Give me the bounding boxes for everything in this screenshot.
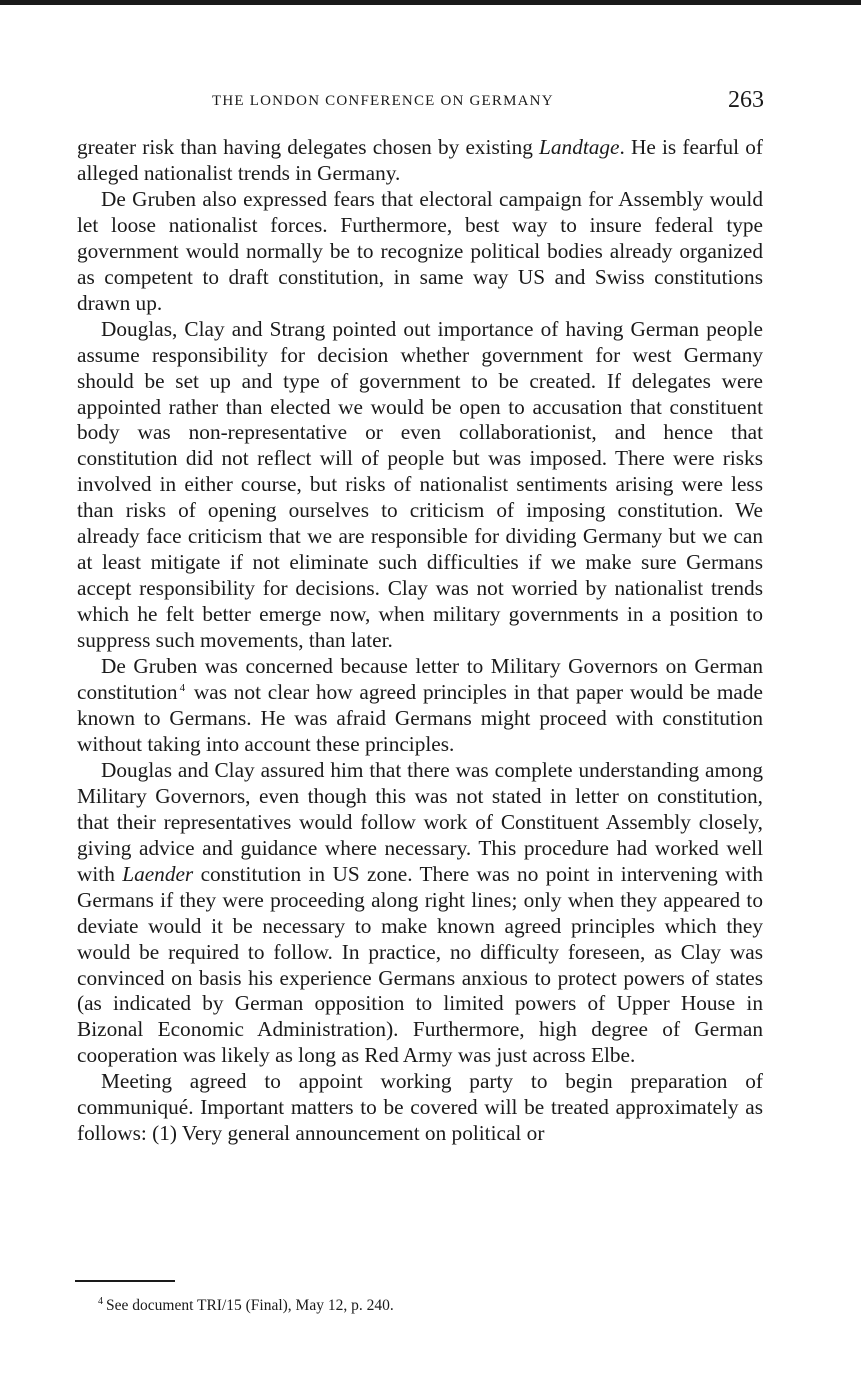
paragraph-4-text-b: was not clear how agreed principles in that paper would be made known to Germans. He was afraid Germans might proceed with constitution without taking into account these principles. (77, 680, 763, 756)
body-text (77, 135, 763, 1147)
paragraph-4-text-a: De Gruben was concerned because letter to Military Governors on German constitution (77, 654, 763, 705)
paragraph-2: De Gruben also expressed fears that electoral campaign for Assembly would let loose nationalist forces. Furthermore, best way to insure federal type government would normally be to recognize political bodies already organized as competent to draft constitution, in same way US and Swiss constitutions drawn up. (77, 186, 763, 315)
running-title: THE LONDON CONFERENCE ON GERMANY (212, 93, 554, 109)
footnote-reference: 4 (179, 682, 186, 695)
paragraph-1 (77, 135, 763, 187)
footnote-text: See document TRI/15 (Final), May 12, p. 240. (106, 1297, 394, 1314)
top-edge-rule (0, 0, 861, 5)
page-number: 263 (728, 87, 764, 113)
paragraph-1-text: greater risk than having delegates chosen by existing (77, 135, 540, 159)
paragraph-6: Meeting agreed to appoint working party to begin preparation of communiqué. Important matters to be covered will be treated approximately as follows: (1) Very general announcement on political or (77, 1069, 763, 1146)
paragraph-1-end: . He is fearful of alleged nationalist trends in Germany. (77, 135, 763, 185)
paragraph-5-text-a: Douglas and Clay assured him that there was complete understanding among Military Governors, even though this was not stated in letter on constitution, that their representatives would follow work of Constituent Assembly closely, giving advice and guidance where necessary. This procedure had worked well with (77, 757, 763, 886)
paragraph-3: Douglas, Clay and Strang pointed out importance of having German people assume responsibility for decision whether government for west Germany should be set up and type of government to be created. If delegates were appointed rather than elected we would be open to accusation that constituent body was non-representative or even collaborationist, and hence that constitution did not reflect will of people but was imposed. There were risks involved in either course, but risks of nationalist sentiments arising were less than risks of opening ourselves to criticism of imposing constitution. We already face criticism that we are responsible for dividing Germany but we can at least mitigate if not eliminate such difficulties if we make sure Germans accept responsibility for decisions. Clay was not worried by nationalist trends which he felt better emerge now, when military governments in a position to suppress such movements, than later. (77, 316, 763, 653)
footnote-marker: 4 (98, 1296, 103, 1307)
landtage-term: Landtage (539, 135, 620, 159)
footnote (98, 1292, 758, 1316)
running-head (78, 87, 764, 116)
paragraph-5 (77, 758, 763, 1069)
paragraph-4 (77, 654, 763, 758)
paragraph-5-text-b: constitution in US zone. There was no point in intervening with Germans if they were proceeding along right lines; only when they appeared to deviate would it be necessary to make known agreed principles which they would be required to follow. In practice, no difficulty foreseen, as Clay was convinced on basis his experience Germans anxious to protect powers of states (as indicated by German opposition to limited powers of Upper House in Bizonal Economic Administration). Furthermore, high degree of German cooperation was likely as long as Red Army was just across Elbe. (77, 861, 763, 1068)
footnote-rule (75, 1280, 175, 1282)
laender-term: Laender (122, 861, 194, 886)
